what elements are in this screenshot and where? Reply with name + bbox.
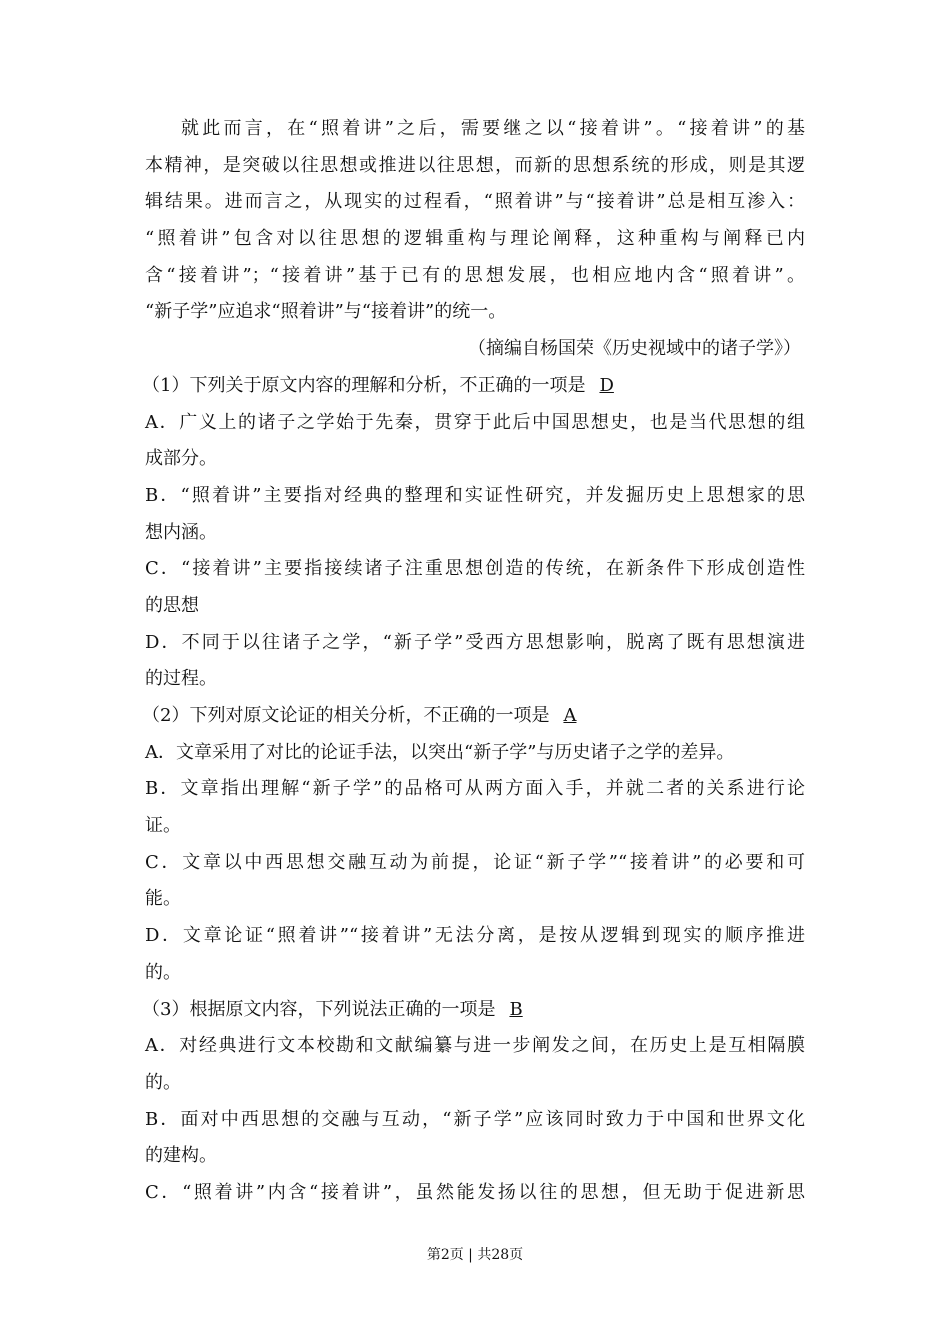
question-text: （1）下列关于原文内容的理解和分析，不正确的一项是 bbox=[142, 374, 586, 396]
option-line: D．不同于以往诸子之学，“新子学”受西方思想影响，脱离了既有思想演进 bbox=[145, 631, 805, 653]
question-text: （3）根据原文内容，下列说法正确的一项是 bbox=[142, 998, 496, 1020]
passage-line: 就此而言，在“照着讲”之后，需要继之以“接着讲”。“接着讲”的基 bbox=[181, 118, 805, 139]
option-continuation: 的。 bbox=[145, 1071, 181, 1093]
question-stem bbox=[142, 992, 805, 1029]
option-continuation: 的。 bbox=[145, 961, 181, 983]
option-continuation: 能。 bbox=[145, 888, 181, 910]
answer-blank: A bbox=[563, 705, 577, 726]
option-continuation: 的建构。 bbox=[145, 1145, 217, 1167]
option-line: A．广义上的诸子之学始于先秦，贯穿于此后中国思想史，也是当代思想的组 bbox=[145, 411, 805, 433]
option-line: C．“照着讲”内含“接着讲”，虽然能发扬以往的思想，但无助于促进新思 bbox=[145, 1181, 805, 1203]
question-stem bbox=[142, 368, 805, 405]
option-continuation: 的思想 bbox=[145, 594, 199, 616]
option-continuation: 想内涵。 bbox=[145, 521, 217, 543]
answer-blank: D bbox=[599, 374, 614, 396]
passage-line: “新子学”应追求“照着讲”与“接着讲”的统一。 bbox=[145, 301, 507, 323]
option-line: B．面对中西思想的交融与互动，“新子学”应该同时致力于中国和世界文化 bbox=[145, 1108, 805, 1130]
option-line: B．文章指出理解“新子学”的品格可从两方面入手，并就二者的关系进行论 bbox=[145, 778, 805, 800]
option-continuation: 证。 bbox=[145, 815, 181, 837]
option-line: C．“接着讲”主要指接续诸子注重思想创造的传统，在新条件下形成创造性 bbox=[145, 558, 805, 580]
option-continuation: 成部分。 bbox=[145, 448, 217, 470]
passage-line: 辑结果。进而言之，从现实的过程看，“照着讲”与“接着讲”总是相互渗入： bbox=[145, 191, 805, 213]
option-continuation: 的过程。 bbox=[145, 668, 217, 690]
option-line: A．对经典进行文本校勘和文献编纂与进一步阐发之间，在历史上是互相隔膜 bbox=[145, 1035, 805, 1057]
option-line: B．“照着讲”主要指对经典的整理和实证性研究，并发掘历史上思想家的思 bbox=[145, 484, 805, 506]
question-stem bbox=[142, 698, 805, 735]
answer-blank: B bbox=[509, 998, 523, 1020]
document-body bbox=[142, 111, 805, 1212]
passage-line: 本精神，是突破以往思想或推进以往思想，而新的思想系统的形成，则是其逻 bbox=[145, 154, 805, 176]
passage-line: 含“接着讲”；“接着讲”基于已有的思想发展，也相应地内含“照着讲”。 bbox=[145, 264, 805, 286]
question-text: （2）下列对原文论证的相关分析，不正确的一项是 bbox=[142, 705, 550, 726]
source-citation: （摘编自杨国荣《历史视域中的诸子学》） bbox=[468, 338, 801, 360]
passage-line: “照着讲”包含对以往思想的逻辑重构与理论阐释，这种重构与阐释已内 bbox=[145, 228, 805, 250]
option-line: D．文章论证“照着讲”“接着讲”无法分离，是按从逻辑到现实的顺序推进 bbox=[145, 925, 805, 947]
option-line: C．文章以中西思想交融互动为前提，论证“新子学”“接着讲”的必要和可 bbox=[145, 851, 805, 873]
page-footer: 第2页 | 共28页 bbox=[426, 1247, 524, 1263]
option-line: A．文章采用了对比的论证手法，以突出“新子学”与历史诸子之学的差异。 bbox=[145, 741, 735, 763]
